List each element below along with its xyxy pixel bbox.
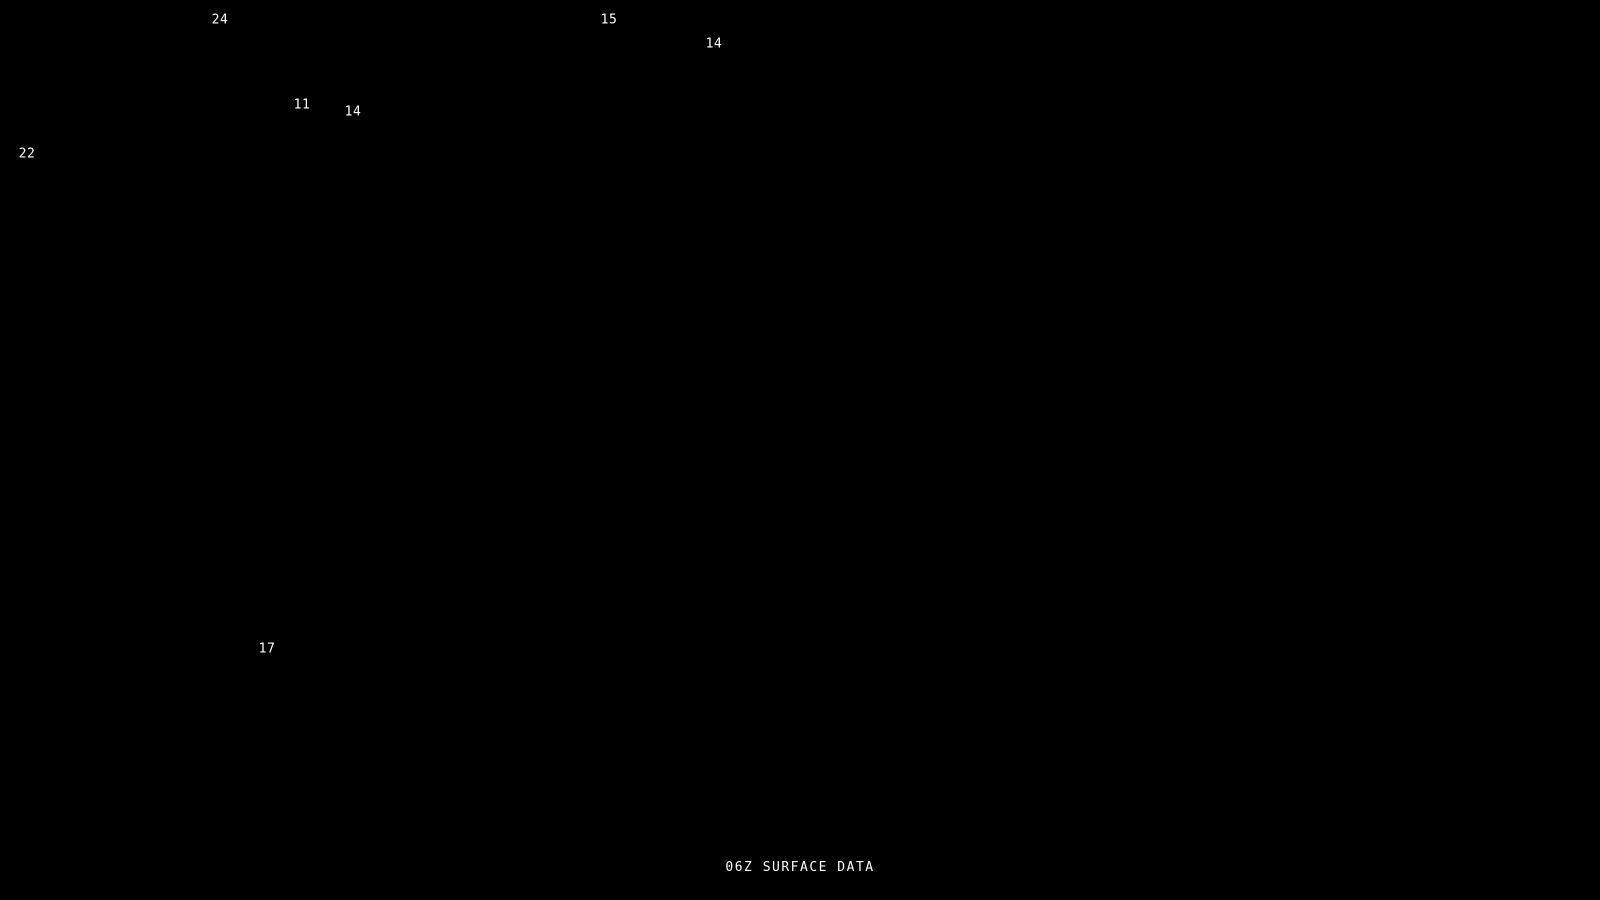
station-observation: 17 (258, 641, 276, 657)
station-observation: 22 (18, 146, 36, 162)
plot-caption: 06Z SURFACE DATA (725, 860, 875, 875)
station-observation: 15 (600, 12, 618, 28)
station-observation: 14 (344, 104, 362, 120)
station-observation: 11 (293, 97, 311, 113)
station-observation: 24 (211, 12, 229, 28)
station-observation: 14 (705, 36, 723, 52)
